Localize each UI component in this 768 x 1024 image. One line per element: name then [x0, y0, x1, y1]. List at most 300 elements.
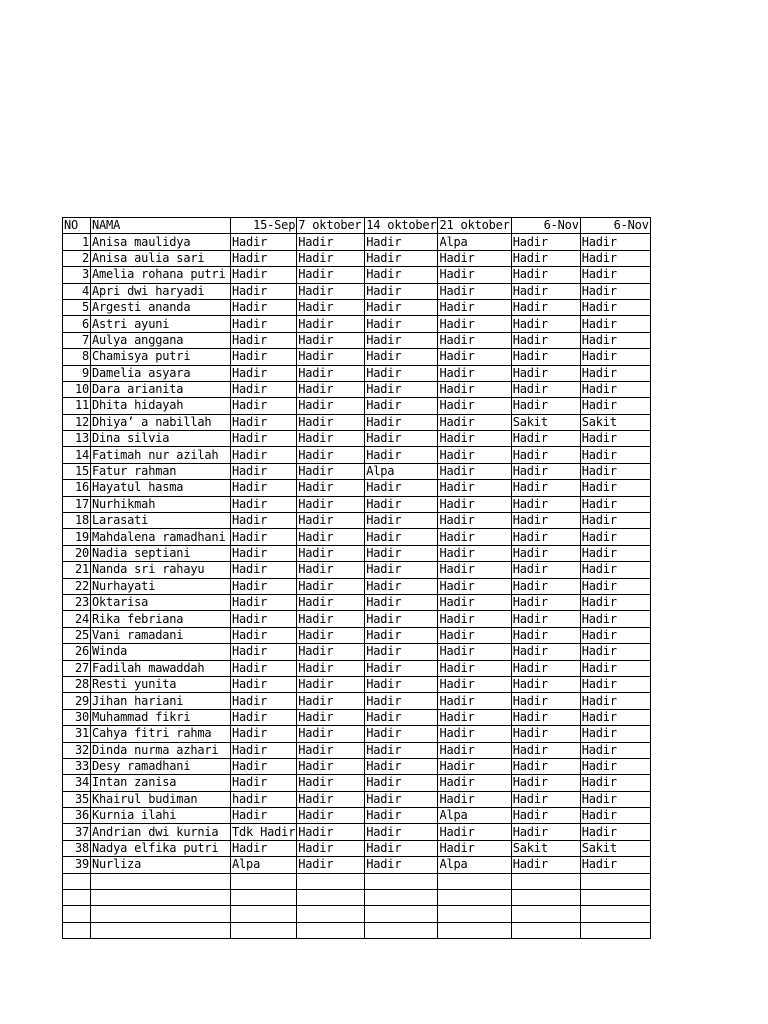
cell-status: Hadir [580, 349, 650, 365]
cell-status: Hadir [231, 709, 297, 725]
cell-nama: Dinda nurma azhari [91, 742, 231, 758]
cell-status: Hadir [580, 824, 650, 840]
cell-status: Hadir [580, 726, 650, 742]
table-row [63, 447, 651, 463]
cell-status: Hadir [365, 316, 438, 332]
cell-status: Hadir [231, 365, 297, 381]
cell-status: Hadir [580, 693, 650, 709]
cell-status: Hadir [511, 250, 580, 266]
cell-status: Hadir [438, 332, 511, 348]
cell-status: Hadir [511, 562, 580, 578]
cell-status: Hadir [297, 660, 365, 676]
cell-status: Hadir [438, 316, 511, 332]
attendance-table [62, 217, 651, 939]
table-row [63, 283, 651, 299]
table-row [63, 840, 651, 856]
cell-status: Hadir [231, 775, 297, 791]
cell-nama: Dara arianita [91, 381, 231, 397]
cell-status: Hadir [511, 693, 580, 709]
cell-status: Hadir [511, 496, 580, 512]
cell-status: Hadir [297, 431, 365, 447]
empty-cell [365, 922, 438, 938]
cell-nama: Cahya fitri rahma [91, 726, 231, 742]
cell-status: Hadir [297, 480, 365, 496]
cell-status: Hadir [297, 332, 365, 348]
cell-status: Hadir [365, 758, 438, 774]
cell-status: Hadir [297, 627, 365, 643]
empty-cell [63, 922, 91, 938]
cell-status: Hadir [231, 267, 297, 283]
empty-cell [91, 906, 231, 922]
cell-status: Hadir [297, 611, 365, 627]
cell-status: Hadir [365, 627, 438, 643]
empty-cell [365, 873, 438, 889]
cell-status: Hadir [511, 316, 580, 332]
cell-status: Hadir [580, 463, 650, 479]
empty-cell [91, 922, 231, 938]
cell-status: Hadir [438, 349, 511, 365]
cell-no: 25 [63, 627, 91, 643]
cell-no: 18 [63, 513, 91, 529]
cell-status: Hadir [297, 267, 365, 283]
cell-status: Hadir [511, 463, 580, 479]
cell-status: Hadir [580, 545, 650, 561]
cell-status: Hadir [297, 529, 365, 545]
cell-status: Hadir [438, 611, 511, 627]
cell-status: Hadir [365, 381, 438, 397]
cell-status: Hadir [438, 283, 511, 299]
header-date: 6-Nov [511, 218, 580, 234]
cell-status: Hadir [365, 299, 438, 315]
cell-status: Hadir [511, 857, 580, 873]
table-row [63, 480, 651, 496]
empty-row [63, 873, 651, 889]
cell-status: Hadir [231, 578, 297, 594]
cell-status: Hadir [231, 529, 297, 545]
cell-status: Hadir [365, 611, 438, 627]
table-row [63, 496, 651, 512]
cell-status: Hadir [297, 234, 365, 250]
table-row [63, 644, 651, 660]
cell-no: 6 [63, 316, 91, 332]
cell-status: Hadir [365, 578, 438, 594]
cell-status: Hadir [297, 840, 365, 856]
cell-status: Hadir [297, 709, 365, 725]
cell-status: Hadir [511, 332, 580, 348]
table-row [63, 709, 651, 725]
cell-status: Hadir [511, 398, 580, 414]
cell-no: 13 [63, 431, 91, 447]
cell-no: 15 [63, 463, 91, 479]
table-row [63, 824, 651, 840]
cell-nama: Desy ramadhani [91, 758, 231, 774]
cell-status: Hadir [365, 857, 438, 873]
cell-status: Hadir [511, 447, 580, 463]
cell-status: Hadir [511, 529, 580, 545]
empty-cell [231, 890, 297, 906]
cell-status: Hadir [438, 250, 511, 266]
cell-status: Hadir [297, 250, 365, 266]
cell-status: Hadir [438, 463, 511, 479]
cell-status: Hadir [231, 447, 297, 463]
empty-cell [91, 873, 231, 889]
cell-status: Alpa [438, 808, 511, 824]
empty-cell [231, 922, 297, 938]
cell-no: 32 [63, 742, 91, 758]
cell-status: Hadir [231, 332, 297, 348]
table-row [63, 381, 651, 397]
cell-status: Alpa [365, 463, 438, 479]
cell-status: Hadir [438, 709, 511, 725]
cell-status: Hadir [231, 840, 297, 856]
cell-status: Hadir [438, 578, 511, 594]
cell-status: Hadir [580, 234, 650, 250]
cell-status: Hadir [365, 349, 438, 365]
cell-status: Hadir [438, 381, 511, 397]
cell-status: Hadir [297, 693, 365, 709]
header-row [63, 218, 651, 234]
empty-cell [438, 906, 511, 922]
cell-status: Hadir [231, 758, 297, 774]
cell-status: Hadir [580, 299, 650, 315]
cell-no: 17 [63, 496, 91, 512]
header-date: 14 oktober [366, 218, 437, 233]
cell-status: Hadir [231, 676, 297, 692]
cell-status: Hadir [297, 808, 365, 824]
cell-status: Hadir [580, 758, 650, 774]
cell-no: 23 [63, 594, 91, 610]
cell-no: 37 [63, 824, 91, 840]
empty-cell [297, 873, 365, 889]
cell-status: Hadir [438, 824, 511, 840]
cell-status: Hadir [365, 676, 438, 692]
cell-status: Hadir [580, 447, 650, 463]
cell-nama: Nurhayati [91, 578, 231, 594]
cell-no: 34 [63, 775, 91, 791]
cell-status: Hadir [438, 267, 511, 283]
cell-status: Hadir [297, 824, 365, 840]
cell-no: 38 [63, 840, 91, 856]
cell-status: Hadir [365, 234, 438, 250]
table-row [63, 693, 651, 709]
cell-status: Hadir [365, 644, 438, 660]
empty-cell [365, 906, 438, 922]
cell-status: Hadir [231, 660, 297, 676]
cell-status: Hadir [365, 398, 438, 414]
cell-status: Hadir [511, 611, 580, 627]
table-row [63, 808, 651, 824]
cell-status: Hadir [365, 365, 438, 381]
cell-status: Hadir [231, 463, 297, 479]
cell-status: Alpa [438, 234, 511, 250]
cell-nama: Dhita hidayah [91, 398, 231, 414]
cell-nama: Nurliza [91, 857, 231, 873]
cell-status: Hadir [231, 250, 297, 266]
cell-status: Hadir [297, 857, 365, 873]
cell-status: Hadir [365, 447, 438, 463]
cell-status: Hadir [231, 742, 297, 758]
cell-status: Hadir [580, 250, 650, 266]
cell-status: Hadir [365, 775, 438, 791]
empty-cell [580, 890, 650, 906]
cell-status: Hadir [231, 496, 297, 512]
cell-nama: Astri ayuni [91, 316, 231, 332]
cell-nama: Khairul budiman [91, 791, 231, 807]
cell-nama: Amelia rohana putri [91, 267, 231, 283]
cell-status: Hadir [580, 398, 650, 414]
cell-status: Hadir [365, 480, 438, 496]
cell-status: Hadir [511, 791, 580, 807]
cell-status: Hadir [297, 398, 365, 414]
table-row [63, 299, 651, 315]
cell-status: Hadir [438, 726, 511, 742]
cell-status: Hadir [438, 480, 511, 496]
cell-status: Hadir [580, 480, 650, 496]
cell-status: Hadir [438, 529, 511, 545]
cell-status: Hadir [580, 594, 650, 610]
cell-no: 36 [63, 808, 91, 824]
cell-status: Hadir [231, 513, 297, 529]
cell-no: 27 [63, 660, 91, 676]
cell-status: Hadir [297, 742, 365, 758]
cell-status: Hadir [365, 791, 438, 807]
header-nama: NAMA [91, 218, 231, 234]
cell-status: Hadir [365, 742, 438, 758]
cell-status: Hadir [580, 381, 650, 397]
cell-status: Tdk Hadir [232, 824, 296, 839]
cell-status: Hadir [580, 365, 650, 381]
cell-status: Hadir [511, 513, 580, 529]
cell-status: Hadir [231, 611, 297, 627]
table-row [63, 660, 651, 676]
cell-no: 33 [63, 758, 91, 774]
cell-status: Hadir [297, 283, 365, 299]
cell-status: Hadir [511, 758, 580, 774]
table-row [63, 578, 651, 594]
cell-nama: Fadilah mawaddah [91, 660, 231, 676]
cell-status: Hadir [365, 693, 438, 709]
cell-status: Hadir [297, 299, 365, 315]
cell-nama: Rika febriana [91, 611, 231, 627]
empty-cell [511, 906, 580, 922]
cell-status: Hadir [511, 644, 580, 660]
cell-status: Hadir [231, 316, 297, 332]
cell-status: Hadir [297, 447, 365, 463]
cell-status: Hadir [511, 660, 580, 676]
cell-status: Hadir [511, 431, 580, 447]
cell-status: Hadir [511, 627, 580, 643]
cell-status: Hadir [231, 398, 297, 414]
cell-status: Hadir [231, 545, 297, 561]
cell-status: Hadir [231, 349, 297, 365]
empty-cell [438, 922, 511, 938]
cell-status: Hadir [511, 349, 580, 365]
cell-status: Hadir [297, 791, 365, 807]
cell-status: Hadir [580, 709, 650, 725]
cell-status: Sakit [511, 414, 580, 430]
cell-status: Hadir [297, 578, 365, 594]
cell-status: Hadir [511, 726, 580, 742]
cell-status: Hadir [511, 234, 580, 250]
cell-status: Hadir [297, 726, 365, 742]
cell-status: Hadir [231, 644, 297, 660]
cell-status: Hadir [365, 594, 438, 610]
cell-status: Hadir [511, 283, 580, 299]
cell-status: Hadir [438, 840, 511, 856]
cell-nama: Nurhikmah [91, 496, 231, 512]
cell-status: Hadir [365, 431, 438, 447]
cell-status: Hadir [511, 267, 580, 283]
cell-status: Hadir [580, 513, 650, 529]
cell-no: 24 [63, 611, 91, 627]
cell-status: Hadir [297, 365, 365, 381]
cell-status: Hadir [438, 660, 511, 676]
cell-nama: Winda [91, 644, 231, 660]
cell-status: Hadir [365, 513, 438, 529]
cell-status: Hadir [365, 545, 438, 561]
cell-status: Hadir [438, 414, 511, 430]
cell-status: Hadir [365, 267, 438, 283]
cell-status: Alpa [231, 857, 297, 873]
cell-status: Hadir [297, 381, 365, 397]
cell-status: Hadir [365, 496, 438, 512]
table-row [63, 316, 651, 332]
cell-status: Hadir [231, 480, 297, 496]
empty-row [63, 890, 651, 906]
cell-status: Hadir [580, 611, 650, 627]
table-row [63, 611, 651, 627]
cell-status: Hadir [438, 627, 511, 643]
cell-status: Hadir [297, 545, 365, 561]
empty-cell [438, 873, 511, 889]
cell-status: Hadir [580, 791, 650, 807]
cell-status: Hadir [231, 414, 297, 430]
cell-status: Sakit [580, 414, 650, 430]
cell-status: Hadir [297, 316, 365, 332]
empty-cell [63, 873, 91, 889]
empty-row [63, 906, 651, 922]
cell-nama: Mahdalena ramadhani [91, 529, 231, 545]
empty-cell [297, 906, 365, 922]
empty-cell [511, 873, 580, 889]
cell-status: Hadir [231, 562, 297, 578]
cell-status: Hadir [511, 545, 580, 561]
cell-nama: Kurnia ilahi [91, 808, 231, 824]
table-row [63, 431, 651, 447]
cell-status: Hadir [231, 283, 297, 299]
cell-status: Hadir [365, 332, 438, 348]
cell-status: Hadir [365, 660, 438, 676]
cell-nama: Argesti ananda [91, 299, 231, 315]
cell-nama: Jihan hariani [91, 693, 231, 709]
cell-status: Hadir [511, 365, 580, 381]
header-date: 15-Sep [231, 218, 297, 234]
empty-cell [91, 890, 231, 906]
table-row [63, 676, 651, 692]
cell-no: 2 [63, 250, 91, 266]
cell-status: Hadir [297, 775, 365, 791]
empty-cell [297, 890, 365, 906]
table-row [63, 463, 651, 479]
cell-status: hadir [231, 791, 297, 807]
empty-cell [438, 890, 511, 906]
cell-status: Hadir [365, 250, 438, 266]
cell-status: Hadir [438, 299, 511, 315]
empty-row [63, 922, 651, 938]
cell-no: 8 [63, 349, 91, 365]
cell-status: Hadir [438, 594, 511, 610]
cell-no: 11 [63, 398, 91, 414]
cell-status: Hadir [511, 808, 580, 824]
cell-nama: Dina silvia [91, 431, 231, 447]
table-row [63, 365, 651, 381]
cell-status: Hadir [580, 529, 650, 545]
empty-cell [511, 890, 580, 906]
table-body [63, 234, 651, 939]
cell-status: Hadir [231, 381, 297, 397]
cell-nama: Resti yunita [91, 676, 231, 692]
cell-status: Hadir [365, 808, 438, 824]
cell-status: Hadir [365, 414, 438, 430]
cell-status: Hadir [580, 775, 650, 791]
cell-status: Hadir [511, 775, 580, 791]
cell-status: Alpa [438, 857, 511, 873]
cell-nama: Anisa aulia sari [91, 250, 231, 266]
cell-status: Hadir [231, 594, 297, 610]
cell-status: Hadir [365, 562, 438, 578]
empty-cell [511, 922, 580, 938]
empty-cell [580, 873, 650, 889]
cell-status: Hadir [511, 381, 580, 397]
cell-nama: Aulya anggana [91, 332, 231, 348]
cell-no: 4 [63, 283, 91, 299]
cell-status: Hadir [297, 562, 365, 578]
cell-nama: Nadya elfika putri [91, 840, 231, 856]
cell-status: Hadir [511, 480, 580, 496]
empty-cell [231, 906, 297, 922]
table-row [63, 414, 651, 430]
cell-status: Hadir [580, 578, 650, 594]
cell-no: 12 [63, 414, 91, 430]
cell-nama: Intan zanisa [91, 775, 231, 791]
cell-status: Hadir [231, 299, 297, 315]
empty-cell [297, 922, 365, 938]
cell-status: Hadir [511, 299, 580, 315]
cell-status: Hadir [297, 496, 365, 512]
cell-status: Hadir [580, 283, 650, 299]
cell-status: Hadir [365, 709, 438, 725]
cell-no: 29 [63, 693, 91, 709]
cell-nama: Nanda sri rahayu [91, 562, 231, 578]
cell-nama: Larasati [91, 513, 231, 529]
cell-status: Hadir [231, 693, 297, 709]
table-row [63, 726, 651, 742]
cell-nama: Dhiya’ a nabillah [91, 414, 231, 430]
empty-cell [580, 922, 650, 938]
cell-status: Hadir [580, 742, 650, 758]
cell-nama: Damelia asyara [91, 365, 231, 381]
cell-status: Hadir [231, 726, 297, 742]
cell-nama: Nadia septiani [91, 545, 231, 561]
table-row [63, 742, 651, 758]
cell-status: Hadir [580, 857, 650, 873]
table-row [63, 791, 651, 807]
cell-status: Hadir [580, 496, 650, 512]
cell-status: Hadir [511, 594, 580, 610]
cell-status: Hadir [580, 808, 650, 824]
cell-no: 30 [63, 709, 91, 725]
cell-status: Hadir [438, 398, 511, 414]
